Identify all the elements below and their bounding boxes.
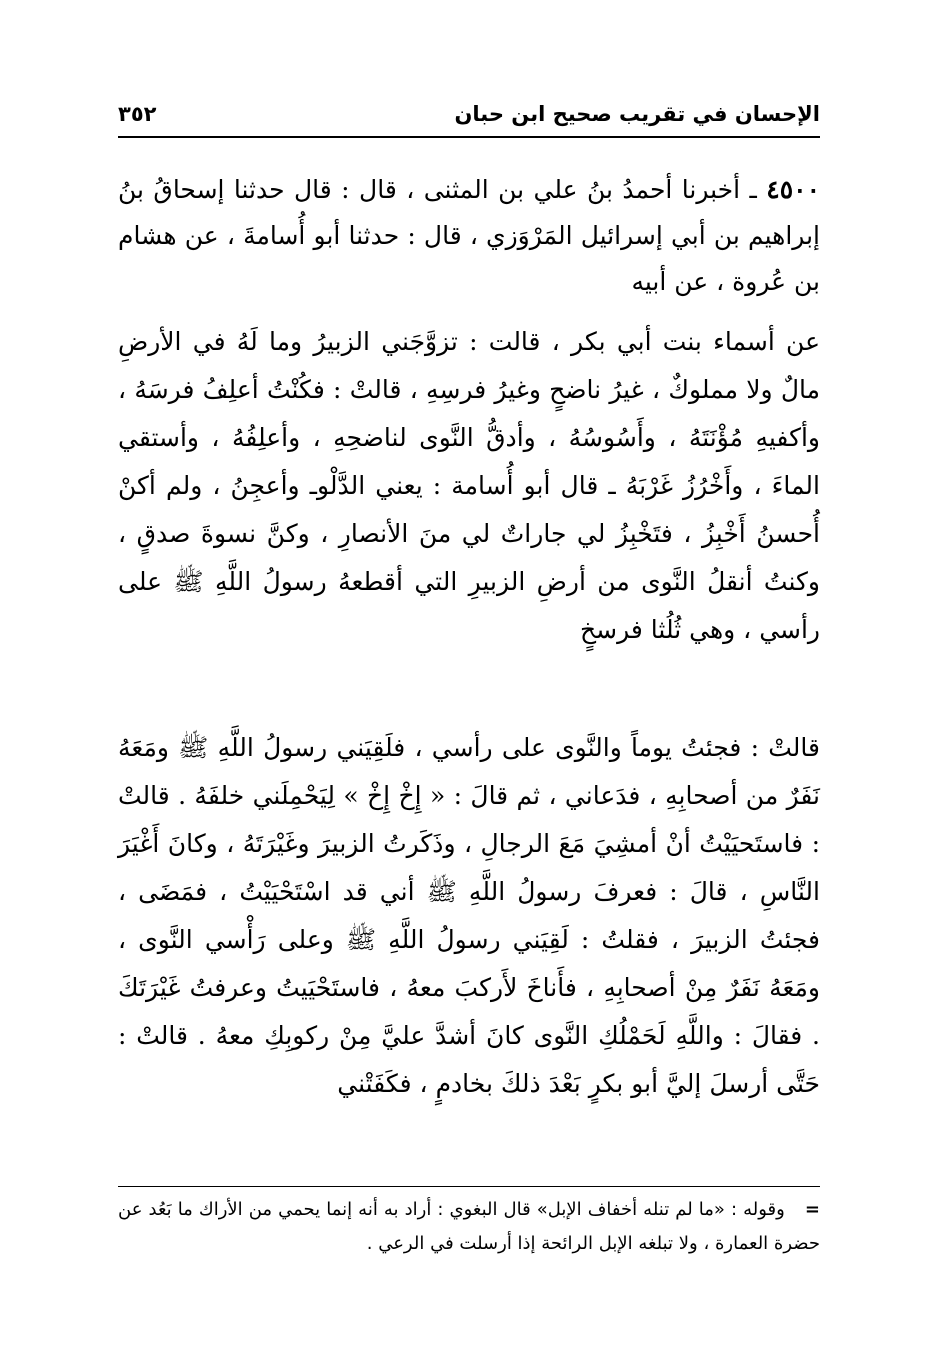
book-title: الإحسان في تقريب صحيح ابن حبان — [454, 102, 820, 126]
hadith-paragraph-1: عن أسماء بنت أبي بكر ، قالت : تزوَّجَني الزبيرُ وما لَهُ في الأرضِ مالٌ ولا مملوكٌ ، غيرُ ناضحٍ وغيرُ فرسِهِ ، قالتْ : فكُنْتُ أعلِفُ فرسَهُ ، وأكفيهِ مُؤْنَتَهُ ، وأَسُوسُهُ ، وأدقُّ النَّوى لناضحِهِ ، وأعلِفُهُ ، وأستقي الماءَ ، وأَخْرُزُ غَرْبَهُ ـ قال أبو أُسامة : يعني الدَّلْوـ وأعجِنُ ، ولم أكنْ أُحسنُ أَخْبِزُ ، فتَخْبِزُ لي جاراتٌ لي منَ الأنصارِ ، وكنَّ نسوةَ صدقٍ ، وكنتُ أنقلُ النَّوى من أرضِ الزبيرِ التي أقطعهُ رسولُ اللَّهِ ﷺ على رأسي ، وهي ثُلُثا فرسخٍ — [118, 327, 820, 644]
page-number: ٣٥٢ — [118, 102, 157, 126]
footnote-continuation-marker: = — [804, 1199, 820, 1220]
footnote — [118, 1186, 820, 1261]
page-header — [118, 100, 820, 138]
hadith-paragraph-2: قالتْ : فجئتُ يوماً والنَّوى على رأسي ، فلَقِيَني رسولُ اللَّهِ ﷺ ومَعَهُ نَفَرٌ من أصحابِهِ ، فدَعاني ، ثم قالَ : « إِخْ إِخْ » لِيَحْمِلَني خلفَهُ . قالتْ : فاستَحيَيْتُ أنْ أمشِيَ مَعَ الرجالِ ، وذَكَرتُ الزبيرَ وغَيْرَتَهُ ، وكانَ أَغْيَرَ النَّاسِ ، قالَ : فعرفَ رسولُ اللَّهِ ﷺ أني قد اسْتَحْيَيْتُ ، فمَضَى ، فجئتُ الزبيرَ ، فقلتُ : لَقِيَني رسولُ اللَّهِ ﷺ وعلى رَأْسي النَّوى ، ومَعَهُ نَفَرٌ مِنْ أصحابِهِ ، فأَناخَ لأَركبَ معهُ ، فاستَحْيَيتُ وعرفتُ غَيْرَتَكَ . فقالَ : واللَّهِ لَحَمْلُكِ النَّوى كانَ أشدَّ عليَّ مِنْ ركوبِكِ معهُ . قالتْ : حَتَّى أرسلَ إليَّ أبو بكرٍ بَعْدَ ذلكَ بخادمٍ ، فكَفَتْني — [118, 733, 820, 1098]
isnad-text: ـ أخبرنا أحمدُ بنُ علي بن المثنى ، قال : قال حدثنا إسحاقُ بنُ إبراهيم بن أبي إسرائيل المَرْوَزي ، قال : حدثنا أبو أُسامةَ ، عن هشام بن عُروة ، عن أبيه — [118, 175, 820, 296]
footnote-text: وقوله : «ما لم تنله أخفاف الإبل» قال البغوي : أراد به أنه إنما يحمي من الأراك ما بَعُد عن حضرة العمارة ، ولا تبلغه الإبل الرائحة إذا أرسلت في الرعي . — [118, 1199, 820, 1254]
hadith-isnad — [118, 167, 820, 305]
hadith-number: ٤٥٠٠ — [766, 175, 820, 204]
